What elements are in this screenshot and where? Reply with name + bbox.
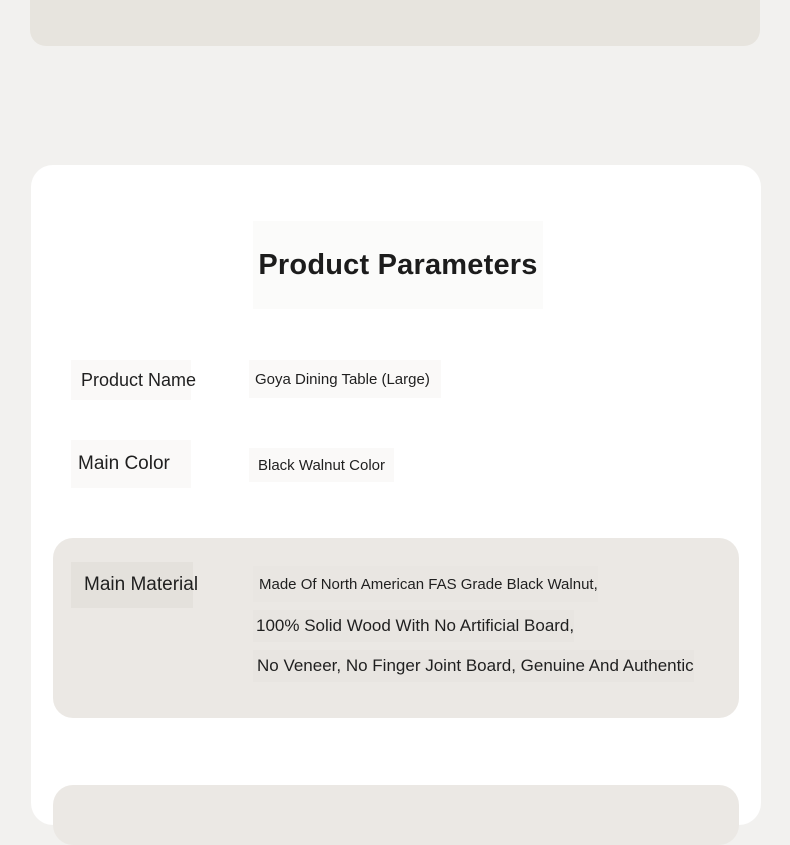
main-material-line: Made Of North American FAS Grade Black Walnut,: [253, 566, 598, 602]
product-parameters-card: [31, 165, 761, 825]
main-material-label: Main Material: [71, 562, 193, 608]
main-color-label: Main Color: [71, 440, 191, 488]
main-material-line: No Veneer, No Finger Joint Board, Genuine And Authentic: [253, 650, 694, 682]
section-title: Product Parameters: [253, 221, 543, 309]
main-color-value: Black Walnut Color: [249, 448, 394, 482]
product-name-label: Product Name: [71, 360, 191, 400]
previous-section-panel: [30, 0, 760, 46]
product-name-value: Goya Dining Table (Large): [249, 360, 441, 398]
main-material-panel: [53, 538, 739, 718]
main-material-line: 100% Solid Wood With No Artificial Board,: [253, 610, 574, 642]
next-parameter-panel: [53, 785, 739, 845]
